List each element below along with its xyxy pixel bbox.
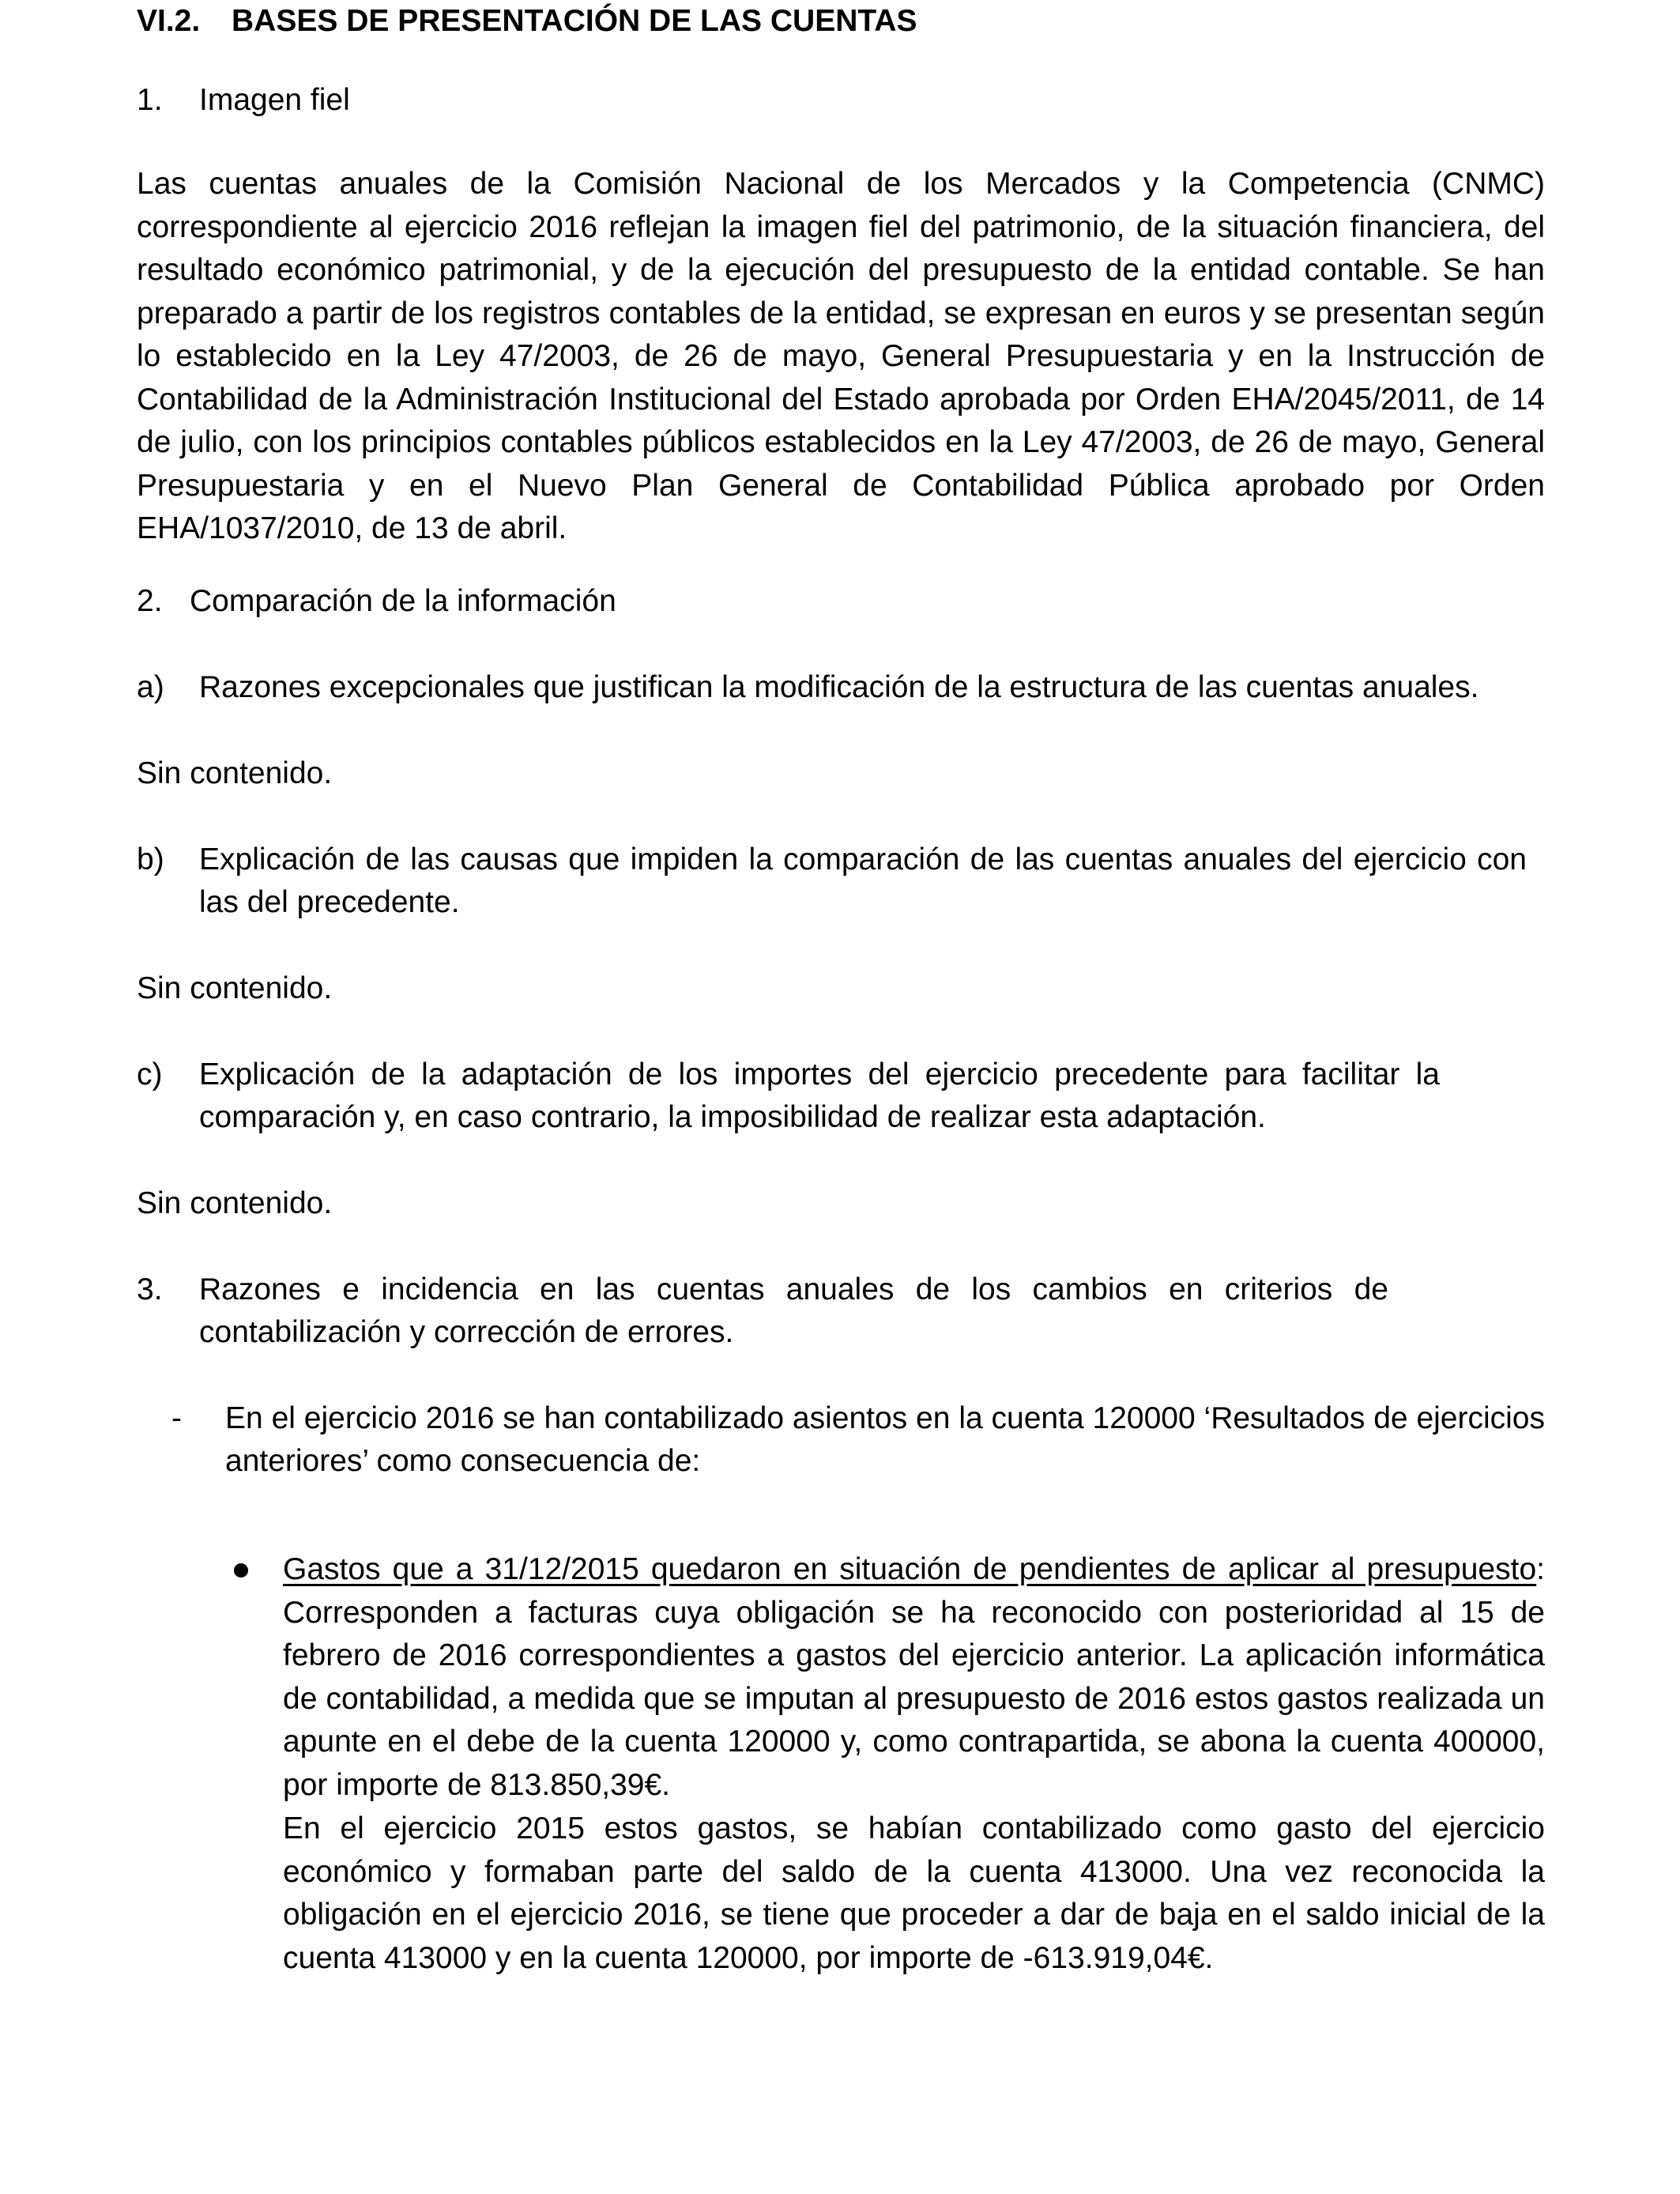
section2-number: 2. <box>137 584 163 618</box>
item-a-note: Sin contenido. <box>137 756 333 790</box>
section3-number: 3. <box>137 1272 163 1306</box>
section1-number: 1. <box>137 83 163 117</box>
item-b-text: Explicación de las causas que impiden la comparación de las cuentas anuales del ejercicio con las del precedente. <box>199 843 1527 919</box>
section-heading <box>137 0 917 43</box>
item-b-note: Sin contenido. <box>137 971 333 1005</box>
item-a-letter: a) <box>137 670 164 704</box>
section1-paragraph: Las cuentas anuales de la Comisión Nacional de los Mercados y la Competencia (CNMC) correspondiente al ejercicio 2016 reflejan la imagen fiel del patrimonio, de la situación financiera, del resultado económico patrimonial, y de la ejecución del presupuesto de la entidad contable. Se han preparado a partir de los registros contables de la entidad, se expresan en euros y se presentan según lo establecido en la Ley 47/2003, de 26 de mayo, General Presupuestaria y en la Instrucción de Contabilidad de la Administración Institucional del Estado aprobada por Orden EHA/2045/2011, de 14 de julio, con los principios contables públicos establecidos en la Ley 47/2003, de 26 de mayo, General Presupuestaria y en el Nuevo Plan General de Contabilidad Pública aprobado por Orden EHA/1037/2010, de 13 de abril. <box>137 167 1545 545</box>
bullet-item-paragraph-2: En el ejercicio 2015 estos gastos, se habían contabilizado como gasto del ejercicio económico y formaban parte del saldo de la cuenta 413000. Una vez reconocida la obligación en el ejercicio 2016, se tiene que proceder a dar de baja en el saldo inicial de la cuenta 413000 y en la cuenta 120000, por importe de -613.919,04€. <box>283 1811 1545 1975</box>
bullet-item-paragraph <box>283 1548 1545 1807</box>
item-c-text: Explicación de la adaptación de los importes del ejercicio precedente para facilitar la comparación y, en caso contrario, la imposibilidad de realizar esta adaptación. <box>199 1057 1440 1134</box>
item-c-letter: c) <box>137 1057 163 1091</box>
item-b-letter: b) <box>137 843 164 876</box>
item-c-note: Sin contenido. <box>137 1186 333 1220</box>
section3-title: Razones e incidencia en las cuentas anuales de los cambios en criterios de contabilización y corrección de errores. <box>199 1272 1388 1349</box>
section-heading-title: BASES DE PRESENTACIÓN DE LAS CUENTAS <box>232 4 917 38</box>
section-heading-number: VI.2. <box>137 4 201 38</box>
bullet-dot <box>234 1563 248 1578</box>
section2-title: Comparación de la información <box>190 584 616 618</box>
item-a-text: Razones excepcionales que justifican la modificación de la estructura de las cuentas anuales. <box>199 670 1479 704</box>
dash-item-text: En el ejercicio 2016 se han contabilizado asientos en la cuenta 120000 ‘Resultados de ejercicios anteriores’ como consecuencia de: <box>225 1401 1545 1478</box>
section1-title: Imagen fiel <box>199 83 350 117</box>
dash-marker: - <box>171 1401 182 1435</box>
bullet-item-underlined-heading: Gastos que a 31/12/2015 quedaron en situación de pendientes de aplicar al presupuesto <box>283 1552 1537 1586</box>
bullet-item-text: : Corresponden a facturas cuya obligación se ha reconocido con posterioridad al 15 de febrero de 2016 correspondientes a gastos del ejercicio anterior. La aplicación informática de contabilidad, a medida que se imputan al presupuesto de 2016 estos gastos realizada un apunte en el debe de la cuenta 120000 y, como contrapartida, se abona la cuenta 400000, por importe de 813.850,39€. <box>283 1552 1545 1802</box>
